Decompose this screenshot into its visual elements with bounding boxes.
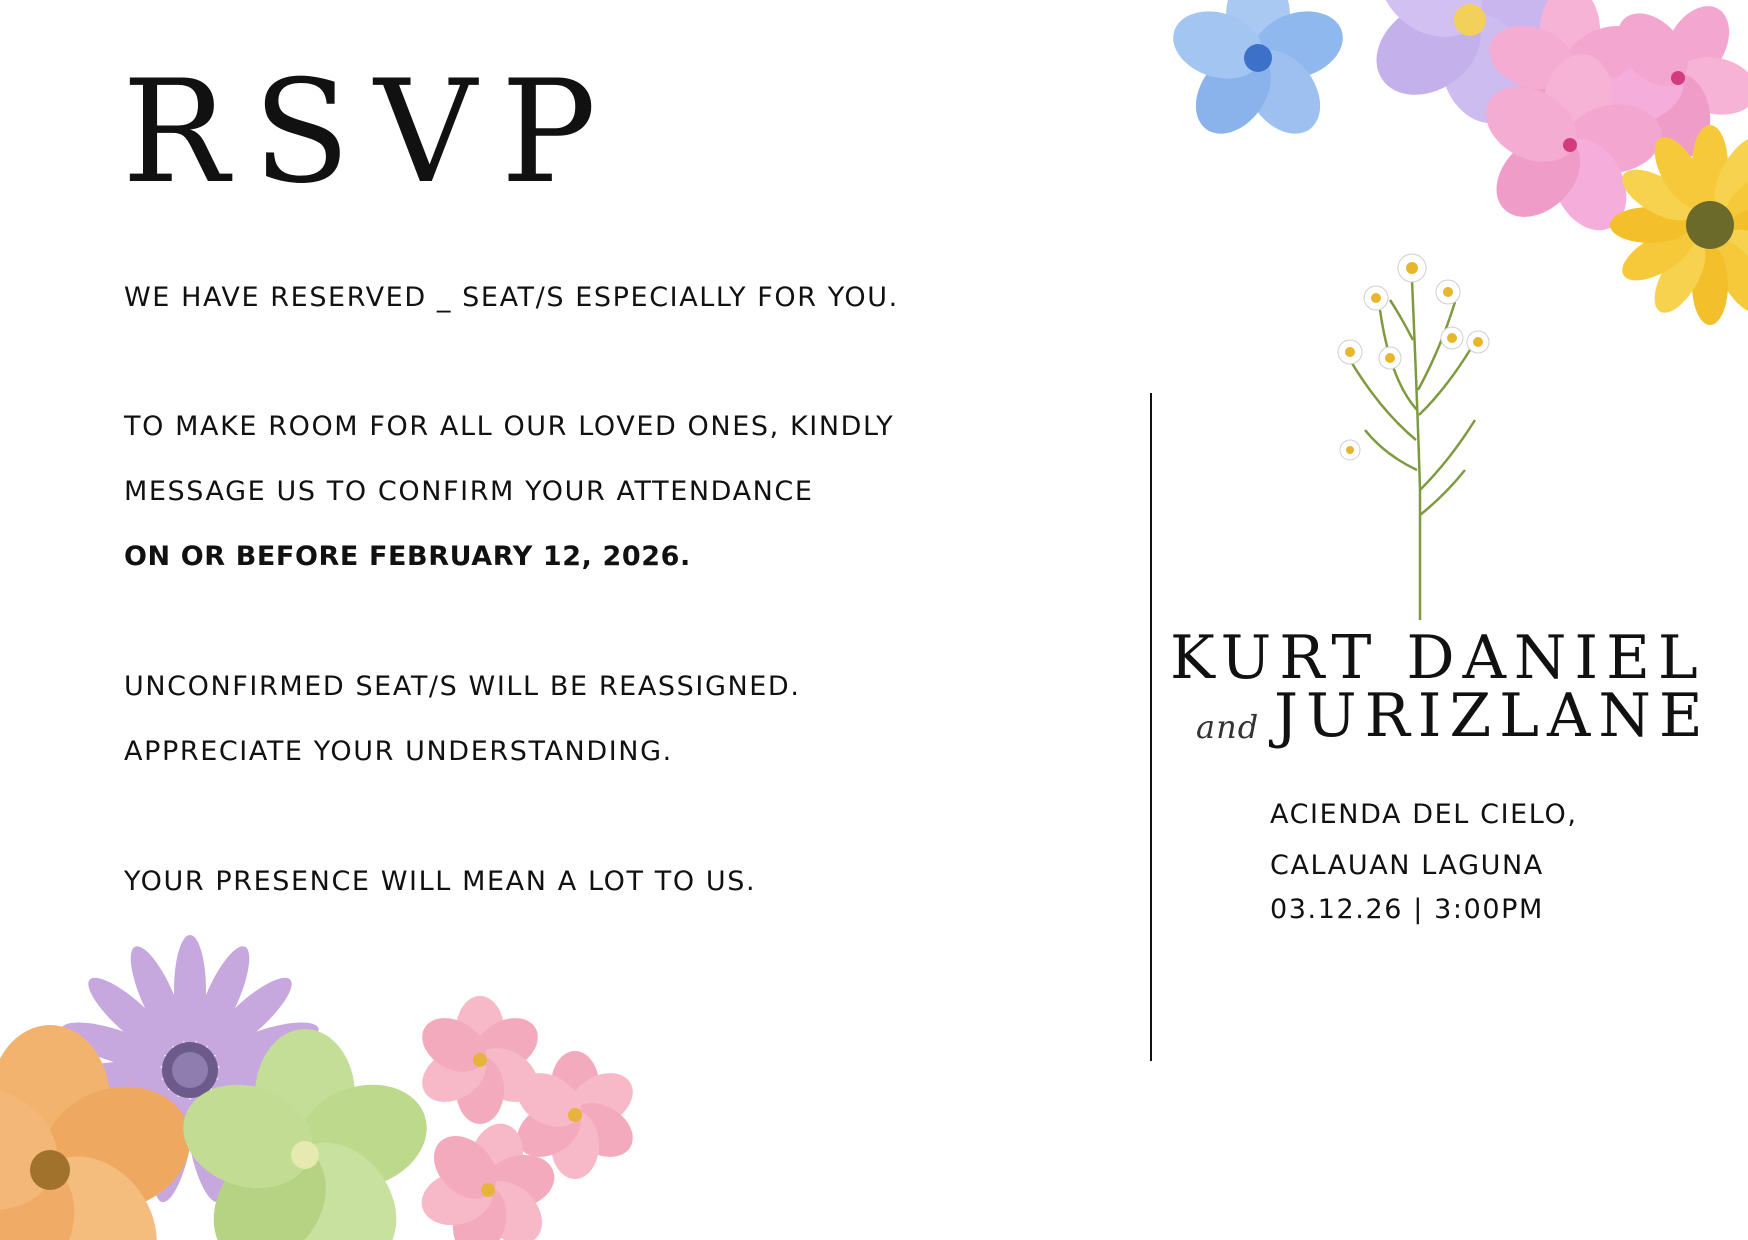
message-line-kindly: TO MAKE ROOM FOR ALL OUR LOVED ONES, KINDLY bbox=[124, 411, 895, 442]
name-connector: and bbox=[1196, 708, 1260, 746]
bride-name: JURIZLANE bbox=[1274, 681, 1711, 751]
bottom-left-floral-cluster bbox=[0, 920, 660, 1240]
rsvp-deadline: ON OR BEFORE FEBRUARY 12, 2026. bbox=[124, 541, 691, 572]
venue-line-1: ACIENDA DEL CIELO, bbox=[1270, 799, 1578, 830]
chamomile-sprig-icon bbox=[1320, 240, 1510, 625]
vertical-divider bbox=[1150, 393, 1152, 1061]
appreciation-line: APPRECIATE YOUR UNDERSTANDING. bbox=[124, 736, 673, 767]
event-datetime: 03.12.26 | 3:00PM bbox=[1270, 894, 1544, 925]
reserved-seats-line: WE HAVE RESERVED _ SEAT/S ESPECIALLY FOR YOU. bbox=[124, 282, 899, 313]
rsvp-title: RSVP bbox=[122, 50, 621, 215]
closing-line: YOUR PRESENCE WILL MEAN A LOT TO US. bbox=[124, 866, 757, 897]
venue-line-2: CALAUAN LAGUNA bbox=[1270, 850, 1544, 881]
blue-flower-icon bbox=[1164, 0, 1351, 148]
message-line-confirm: MESSAGE US TO CONFIRM YOUR ATTENDANCE bbox=[124, 476, 814, 507]
groom-name: KURT DANIEL bbox=[1170, 623, 1706, 693]
unconfirmed-seats-line: UNCONFIRMED SEAT/S WILL BE REASSIGNED. bbox=[124, 671, 801, 702]
